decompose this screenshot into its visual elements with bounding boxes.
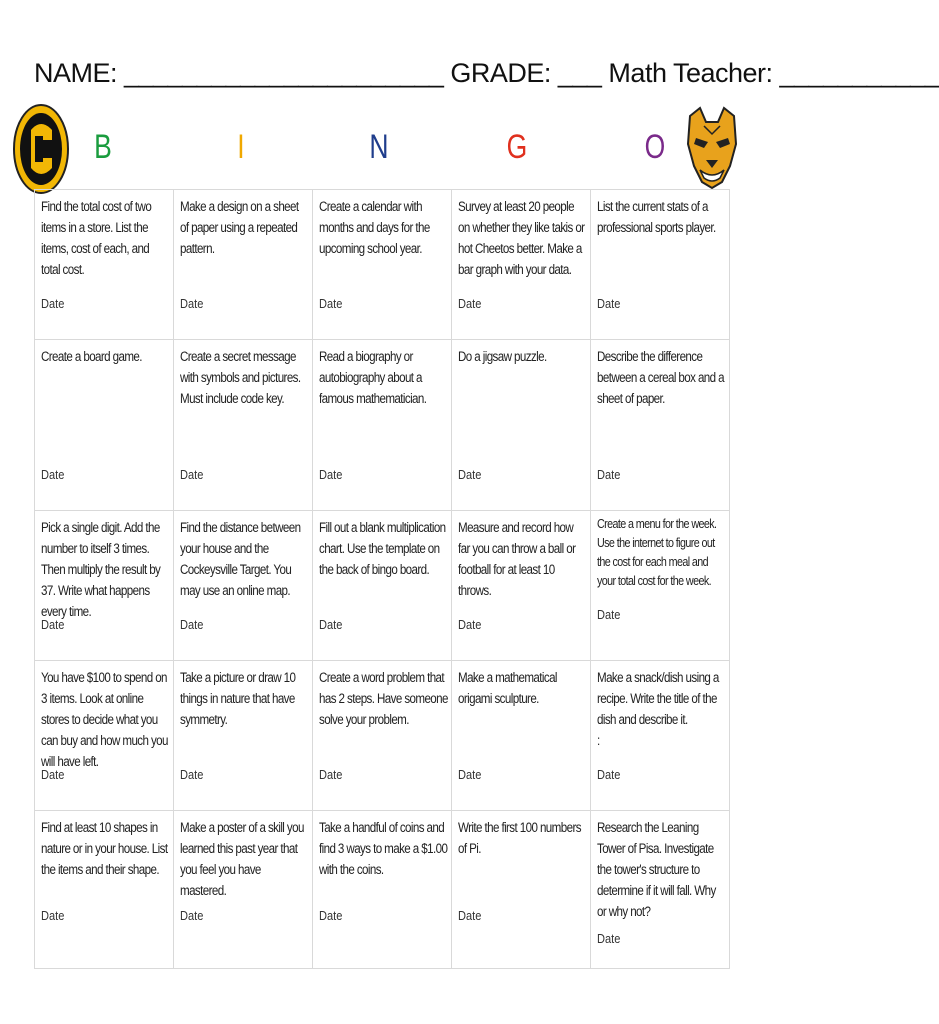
cell-task-text: Fill out a blank multiplication chart. Use the template on the back of bingo board. bbox=[319, 520, 446, 577]
cell-task-text: Create a secret message with symbols and pictures. Must include code key. bbox=[180, 349, 301, 406]
cell-task-text: Research the Leaning Tower of Pisa. Investigate the tower's structure to determine if it will fall. Why or why not? bbox=[597, 820, 716, 919]
bingo-cell bbox=[35, 661, 174, 811]
bingo-board bbox=[34, 189, 730, 969]
cell-date-label: Date bbox=[458, 617, 482, 632]
bingo-letter-i: I bbox=[237, 128, 245, 166]
cell-date-label: Date bbox=[180, 617, 204, 632]
bingo-cell bbox=[174, 340, 313, 511]
bingo-letter-n: N bbox=[369, 128, 389, 166]
cell-date-label: Date bbox=[597, 767, 621, 782]
bingo-letters-row bbox=[34, 120, 724, 180]
bingo-cell bbox=[591, 811, 730, 969]
bingo-cell bbox=[174, 190, 313, 340]
cell-task-text: Describe the difference between a cereal box and a sheet of paper. bbox=[597, 349, 724, 406]
cell-task-text: Find the distance between your house and the Cockeysville Target. You may use an online map. bbox=[180, 520, 301, 598]
bingo-cell bbox=[591, 511, 730, 661]
bingo-cell bbox=[452, 811, 591, 969]
bingo-cell bbox=[591, 190, 730, 340]
bingo-cell bbox=[35, 811, 174, 969]
cell-date-label: Date bbox=[180, 296, 204, 311]
cell-date-label: Date bbox=[180, 908, 204, 923]
bingo-cell bbox=[591, 340, 730, 511]
bingo-cell bbox=[452, 190, 591, 340]
cell-task-text: Take a handful of coins and find 3 ways to make a $1.00 with the coins. bbox=[319, 820, 448, 877]
bingo-cell bbox=[591, 661, 730, 811]
bingo-cell bbox=[313, 811, 452, 969]
cell-task-text: Find the total cost of two items in a store. List the items, cost of each, and total cost. bbox=[41, 199, 152, 277]
cell-task-text: Create a word problem that has 2 steps. Have someone solve your problem. bbox=[319, 670, 448, 727]
bingo-cell bbox=[174, 811, 313, 969]
cell-task-text: Write the first 100 numbers of Pi. bbox=[458, 820, 581, 856]
bingo-cell bbox=[452, 661, 591, 811]
cell-date-label: Date bbox=[319, 296, 343, 311]
board-row bbox=[35, 190, 730, 340]
bingo-cell bbox=[174, 661, 313, 811]
bingo-cell bbox=[313, 511, 452, 661]
board-row bbox=[35, 661, 730, 811]
bingo-cell bbox=[452, 511, 591, 661]
cell-date-label: Date bbox=[180, 767, 204, 782]
board-row bbox=[35, 811, 730, 969]
cell-task-text: Make a design on a sheet of paper using a repeated pattern. bbox=[180, 199, 299, 256]
board-row bbox=[35, 511, 730, 661]
cell-task-text: Take a picture or draw 10 things in nature that have symmetry. bbox=[180, 670, 296, 727]
bingo-cell bbox=[35, 190, 174, 340]
cell-date-label: Date bbox=[458, 908, 482, 923]
cell-task-text: Create a calendar with months and days for the upcoming school year. bbox=[319, 199, 430, 256]
cell-task-text: Create a board game. bbox=[41, 349, 142, 364]
cell-task-text: Create a menu for the week. Use the internet to figure out the cost for each meal and your total cost for the week. bbox=[597, 517, 717, 588]
bingo-cell bbox=[35, 340, 174, 511]
board-row bbox=[35, 340, 730, 511]
bingo-cell bbox=[313, 340, 452, 511]
cell-task-text: List the current stats of a professional sports player. bbox=[597, 199, 716, 235]
bingo-cell bbox=[452, 340, 591, 511]
bingo-letter-o: O bbox=[644, 128, 666, 166]
cell-task-text: You have $100 to spend on 3 items. Look at online stores to decide what you can buy and how much you will have left. bbox=[41, 670, 168, 769]
cell-date-label: Date bbox=[41, 296, 65, 311]
cell-task-text: Survey at least 20 people on whether they like takis or hot Cheetos better. Make a bar graph with your data. bbox=[458, 199, 585, 277]
cell-task-text: Measure and record how far you can throw a ball or football for at least 10 throws. bbox=[458, 520, 576, 598]
cell-date-label: Date bbox=[458, 467, 482, 482]
cell-date-label: Date bbox=[41, 767, 65, 782]
cell-date-label: Date bbox=[597, 931, 621, 946]
cell-date-label: Date bbox=[180, 467, 204, 482]
cell-date-label: Date bbox=[458, 767, 482, 782]
bingo-cell bbox=[174, 511, 313, 661]
cell-date-label: Date bbox=[597, 296, 621, 311]
cell-date-label: Date bbox=[319, 908, 343, 923]
cell-date-label: Date bbox=[41, 467, 65, 482]
cell-task-text: Make a mathematical origami sculpture. bbox=[458, 670, 557, 706]
cell-date-label: Date bbox=[597, 607, 621, 622]
cell-date-label: Date bbox=[319, 767, 343, 782]
cell-date-label: Date bbox=[41, 617, 65, 632]
cell-date-label: Date bbox=[41, 908, 65, 923]
cell-task-text: Do a jigsaw puzzle. bbox=[458, 349, 547, 364]
bingo-cell bbox=[35, 511, 174, 661]
bingo-cell bbox=[313, 661, 452, 811]
cell-task-text: Read a biography or autobiography about a famous mathematician. bbox=[319, 349, 427, 406]
header-line: NAME: ______________________ GRADE: ___ Math Teacher: ___________ bbox=[34, 58, 939, 88]
cell-task-text: Pick a single digit. Add the number to itself 3 times. Then multiply the result by 37. Write what happens every time. bbox=[41, 520, 161, 619]
cell-task-text: Make a snack/dish using a recipe. Write the title of the dish and describe it. : bbox=[597, 670, 719, 748]
bingo-letter-b: B bbox=[94, 128, 112, 166]
cell-task-text: Find at least 10 shapes in nature or in your house. List the items and their shape. bbox=[41, 820, 168, 877]
cell-date-label: Date bbox=[319, 617, 343, 632]
cell-date-label: Date bbox=[597, 467, 621, 482]
cell-date-label: Date bbox=[458, 296, 482, 311]
cell-task-text: Make a poster of a skill you learned this past year that you feel you have mastered. bbox=[180, 820, 304, 898]
cell-date-label: Date bbox=[319, 467, 343, 482]
bingo-letter-g: G bbox=[506, 128, 528, 166]
bingo-cell bbox=[313, 190, 452, 340]
